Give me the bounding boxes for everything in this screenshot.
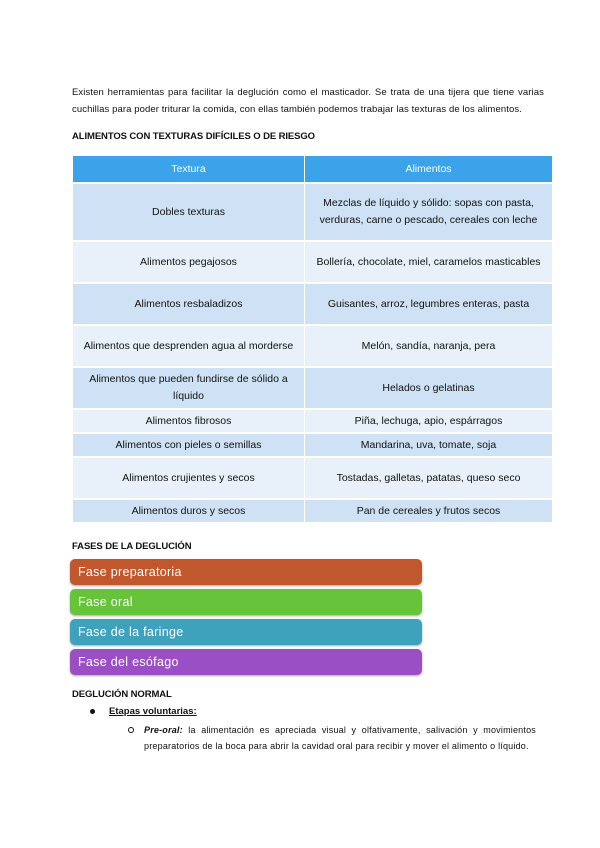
texture-cell: Dobles texturas — [73, 184, 304, 240]
foods-cell: Helados o gelatinas — [305, 368, 552, 408]
texture-cell: Alimentos que desprenden agua al morderse — [73, 326, 304, 366]
sub-bullet-description: la alimentación es apreciada visual y olfativamente, salivación y movimientos preparatorios de la boca para abrir la cavidad oral para recibir y mover el alimento o líquido. — [144, 725, 536, 751]
phase-preparatory: Fase preparatoria — [70, 559, 422, 585]
bullet-dot-icon — [90, 709, 95, 714]
table-row — [73, 284, 552, 324]
texture-cell: Alimentos resbaladizos — [73, 284, 304, 324]
foods-cell: Pan de cereales y frutos secos — [305, 500, 552, 522]
texture-cell: Alimentos con pieles o semillas — [73, 434, 304, 456]
bullet-circle-icon — [128, 727, 134, 733]
table-row — [73, 184, 552, 240]
table-row — [73, 242, 552, 282]
phase-oral: Fase oral — [70, 589, 422, 615]
column-header: Alimentos — [305, 156, 552, 182]
foods-cell: Bollería, chocolate, miel, caramelos masticables — [305, 242, 552, 282]
section-title-phases: FASES DE LA DEGLUCIÓN — [72, 541, 192, 552]
textures-table — [72, 154, 553, 524]
foods-cell: Guisantes, arroz, legumbres enteras, pasta — [305, 284, 552, 324]
texture-cell: Alimentos que pueden fundirse de sólido a líquido — [73, 368, 304, 408]
foods-cell: Mezclas de líquido y sólido: sopas con pasta, verduras, carne o pescado, cereales con leche — [305, 184, 552, 240]
phase-esophagus: Fase del esófago — [70, 649, 422, 675]
column-header: Textura — [73, 156, 304, 182]
phase-pharynx: Fase de la faringe — [70, 619, 422, 645]
foods-cell: Tostadas, galletas, patatas, queso seco — [305, 458, 552, 498]
texture-cell: Alimentos pegajosos — [73, 242, 304, 282]
table-row — [73, 410, 552, 432]
texture-cell: Alimentos crujientes y secos — [73, 458, 304, 498]
sub-bullet-term: Pre-oral: — [144, 725, 183, 735]
table-row — [73, 434, 552, 456]
sub-bullet-text — [144, 722, 536, 754]
bullet-label: Etapas voluntarias: — [109, 706, 197, 717]
texture-cell: Alimentos fibrosos — [73, 410, 304, 432]
table-header-row — [73, 156, 552, 182]
table-row — [73, 500, 552, 522]
table-row — [73, 458, 552, 498]
sub-bullet-pre-oral — [128, 722, 536, 754]
table-row — [73, 368, 552, 408]
texture-cell: Alimentos duros y secos — [73, 500, 304, 522]
phases-list — [70, 559, 422, 679]
intro-paragraph: Existen herramientas para facilitar la deglución como el masticador. Se trata de una tijera que tiene varias cuchillas para poder triturar la comida, con ellas también podemos trabajar las texturas de los alimentos. — [72, 87, 544, 115]
section-title-normal-swallowing: DEGLUCIÓN NORMAL — [72, 689, 172, 700]
foods-cell: Mandarina, uva, tomate, soja — [305, 434, 552, 456]
table-row — [73, 326, 552, 366]
foods-cell: Melón, sandía, naranja, pera — [305, 326, 552, 366]
foods-cell: Piña, lechuga, apio, espárragos — [305, 410, 552, 432]
bullet-voluntary-stages — [90, 706, 197, 717]
section-title-textures: ALIMENTOS CON TEXTURAS DIFÍCILES O DE RIESGO — [72, 131, 315, 142]
